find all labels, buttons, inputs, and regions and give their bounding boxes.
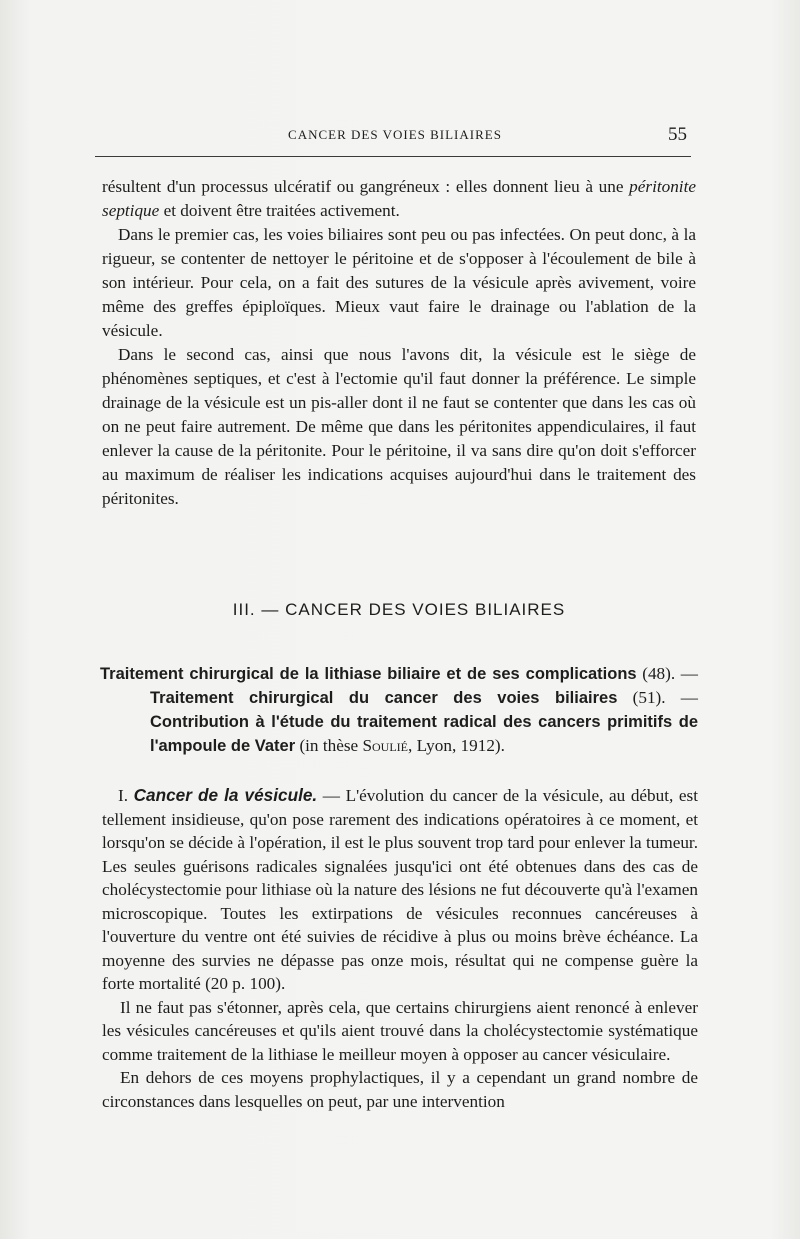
intro-p1-italic: péritonite septique	[102, 177, 696, 220]
ref-3-title: Contribution à l'étude du traitement radical des cancers primitifs de l'ampoule de Vater	[150, 713, 698, 755]
section-1-number: I.	[118, 786, 134, 805]
ref-3-author: Soulié	[362, 736, 409, 755]
section-1-heading: Cancer de la vésicule.	[133, 785, 318, 805]
page-number: 55	[668, 124, 687, 145]
section-title: III. — CANCER DES VOIES BILIAIRES	[232, 600, 566, 619]
section-1-p1-text: — L'évolution du cancer de la vésicule, au début, est tellement insidieuse, qu'on pose rarement des indications opératoires à ce moment, et lorsqu'on se décide à l'opération, il est le plus souvent trop tard pour enlever la tumeur. Les seules guérisons radicales signalées jusqu'ici ont été obtenues dans des cas de cholécystectomie pour lithiase où la nature des lésions ne fut découverte qu'à l'examen microscopique. Toutes les extirpations de vésicules reconnues cancéreuses à l'ouverture du ventre ont été suivies de récidive à plus ou moins brève échéance. La moyenne des survies ne dépasse pas onze mois, résultat qui ne compense guère la forte mortalité (20 p. 100).	[102, 786, 698, 993]
references-text	[100, 662, 698, 758]
ref-3-tail-end: , Lyon, 1912).	[408, 736, 505, 755]
ref-1-title: Traitement chirurgical de la lithiase biliaire et de ses complications	[100, 665, 637, 683]
references-block	[100, 662, 698, 758]
header-rule	[95, 156, 691, 157]
section-1-paragraph-1	[102, 784, 698, 996]
intro-text	[102, 175, 696, 511]
ref-2-title: Traitement chirurgical du cancer des voies biliaires	[150, 689, 618, 707]
section-1-paragraph-2: Il ne faut pas s'étonner, après cela, que certains chirurgiens aient renoncé à enlever les vésicules cancéreuses et qu'ils aient trouvé dans la cholécystectomie systématique comme traitement de la lithiase le meilleur moyen à opposer au cancer vésiculaire.	[102, 997, 698, 1064]
intro-p1-end: et doivent être traitées activement.	[159, 201, 400, 220]
intro-paragraph-1	[102, 175, 696, 223]
ref-1-number: (48). —	[636, 664, 698, 683]
intro-paragraph-3: Dans le second cas, ainsi que nous l'avons dit, la vésicule est le siège de phénomènes septiques, et c'est à l'ectomie qu'il faut donner la préférence. Le simple drainage de la vésicule est un pis-aller dont il ne faut se contenter que dans les cas où on ne peut faire autrement. De même que dans les péritonites appendiculaires, il faut enlever la cause de la péritonite. Pour le péritoine, il va sans dire qu'on doit s'efforcer au maximum de réaliser les indications acquises aujourd'hui dans le traitement des péritonites.	[102, 345, 696, 508]
intro-paragraph-2: Dans le premier cas, les voies biliaires sont peu ou pas infectées. On peut donc, à la rigueur, se contenter de nettoyer le péritoine et de s'opposer à l'écoulement de bile à son intérieur. Pour cela, on a fait des sutures de la vésicule après avivement, voire même des greffes épiploïques. Mieux vaut faire le drainage ou l'ablation de la vésicule.	[102, 225, 696, 340]
intro-p1-start: résultent d'un processus ulcératif ou gangréneux : elles donnent lieu à une	[102, 177, 630, 196]
ref-3-tail-start: (in thèse	[295, 736, 363, 755]
ref-2-number: (51). —	[617, 688, 698, 707]
running-header	[95, 124, 695, 148]
section-1-paragraph-3: En dehors de ces moyens prophylactiques, il y a cependant un grand nombre de circonstances dans lesquelles on peut, par une intervention	[102, 1068, 698, 1111]
running-title: CANCER DES VOIES BILIAIRES	[288, 127, 502, 142]
section-1-text	[102, 784, 698, 1113]
